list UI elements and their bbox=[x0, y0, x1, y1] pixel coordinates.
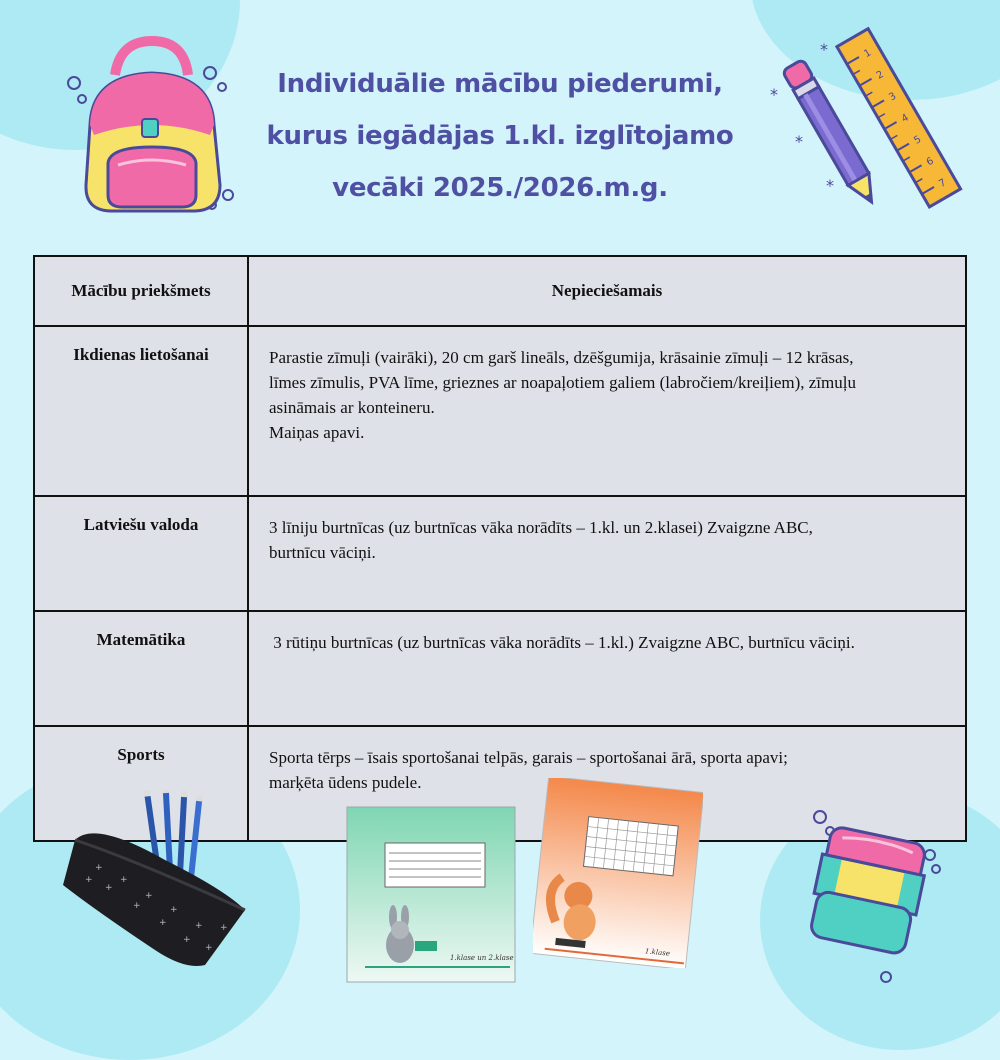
needs-line: burtnīcu vāciņi. bbox=[269, 543, 376, 562]
eraser-icon bbox=[790, 805, 950, 985]
subject-cell: Matemātika bbox=[34, 611, 248, 726]
table-row bbox=[34, 611, 966, 726]
subject-cell: Ikdienas lietošanai bbox=[34, 326, 248, 496]
pencil-case-image bbox=[55, 790, 255, 975]
svg-text:*: * bbox=[795, 132, 803, 151]
svg-text:7: 7 bbox=[937, 177, 949, 191]
title-line-1: Individuālie mācību piederumi, bbox=[277, 69, 723, 99]
needs-line: 3 rūtiņu burtnīcas (uz burtnīcas vāka norādīts – 1.kl.) Zvaigzne ABC, burtnīcu vāciņi. bbox=[269, 633, 855, 652]
line-notebook-label: 1.klase un 2.klase bbox=[450, 954, 514, 962]
needs-line: marķēta ūdens pudele. bbox=[269, 773, 422, 792]
line-notebook-image bbox=[345, 805, 520, 985]
svg-text:+: + bbox=[85, 875, 93, 885]
svg-text:+: + bbox=[145, 891, 153, 901]
table-row bbox=[34, 496, 966, 611]
grid-notebook-image bbox=[533, 778, 703, 968]
svg-text:+: + bbox=[205, 943, 213, 953]
subject-cell: Sports bbox=[34, 726, 248, 841]
svg-text:+: + bbox=[170, 905, 178, 915]
needs-cell bbox=[248, 496, 966, 611]
svg-text:4: 4 bbox=[899, 112, 911, 126]
header-subject: Mācību priekšmets bbox=[34, 256, 248, 326]
svg-text:+: + bbox=[120, 875, 128, 885]
svg-text:+: + bbox=[195, 921, 203, 931]
subject-cell: Latviešu valoda bbox=[34, 496, 248, 611]
svg-text:6: 6 bbox=[924, 155, 936, 169]
svg-text:+: + bbox=[220, 923, 228, 933]
title-line-2: kurus iegādājas 1.kl. izglītojamo bbox=[266, 121, 734, 151]
grid-notebook-label: 1.klase bbox=[644, 947, 671, 958]
table-row bbox=[34, 326, 966, 496]
svg-text:+: + bbox=[133, 901, 141, 911]
title-line-3: vecāki 2025./2026.m.g. bbox=[332, 173, 668, 203]
svg-text:*: * bbox=[826, 176, 834, 195]
supplies-table bbox=[33, 255, 967, 842]
svg-text:2: 2 bbox=[874, 69, 886, 82]
svg-text:*: * bbox=[770, 85, 778, 104]
needs-line: 3 līniju burtnīcas (uz burtnīcas vāka norādīts – 1.kl. un 2.klasei) Zvaigzne ABC, bbox=[269, 518, 813, 537]
needs-line: Sporta tērps – īsais sportošanai telpās, garais – sportošanai ārā, sporta apavi; bbox=[269, 748, 788, 767]
needs-line: Maiņas apavi. bbox=[269, 423, 365, 442]
needs-line: Parastie zīmuļi (vairāki), 20 cm garš lineāls, dzēšgumija, krāsainie zīmuļi – 12 krāsas, bbox=[269, 348, 854, 367]
needs-line: līmes zīmulis, PVA līme, grieznes ar noapaļotiem galiem (labročiem/kreiļiem), zīmuļu bbox=[269, 373, 856, 392]
svg-text:+: + bbox=[95, 863, 103, 873]
svg-text:3: 3 bbox=[887, 90, 899, 104]
svg-text:+: + bbox=[183, 935, 191, 945]
header-needs: Nepieciešamais bbox=[248, 256, 966, 326]
table-header-row bbox=[34, 256, 966, 326]
needs-cell bbox=[248, 326, 966, 496]
ruler-icon bbox=[830, 25, 970, 215]
svg-text:+: + bbox=[159, 918, 167, 928]
needs-line: asināmais ar konteineru. bbox=[269, 398, 435, 417]
svg-text:+: + bbox=[105, 883, 113, 893]
svg-text:*: * bbox=[820, 40, 828, 59]
svg-text:5: 5 bbox=[912, 133, 924, 147]
svg-text:1: 1 bbox=[862, 47, 874, 61]
page-title bbox=[250, 58, 750, 214]
backpack-icon bbox=[60, 35, 250, 225]
needs-cell bbox=[248, 611, 966, 726]
